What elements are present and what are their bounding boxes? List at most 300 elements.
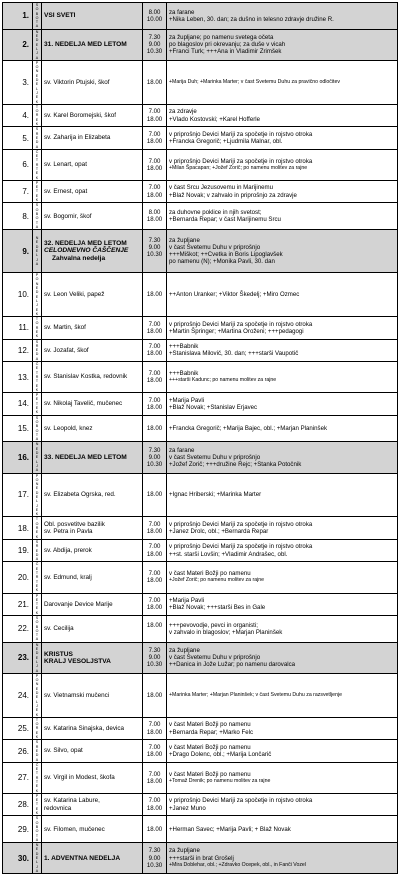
intention-line: +++Babnik [169,369,199,377]
day-row [3,29,398,60]
day-row [3,393,398,415]
weekday-letters: S R E D A [35,539,39,562]
feast-line: sv. Abdija, prerok [44,547,92,555]
mass-time: 7.00 [148,520,161,528]
weekday-letters: S O B O T A [35,616,39,642]
mass-times [143,149,167,180]
intention-line: ++Anton Uranker; +Viktor Škedelj; +Miro Ozmec [169,290,300,298]
mass-times [143,793,167,815]
weekday-label [33,793,42,815]
feast-line: redovnica [44,804,72,812]
mass-times [143,562,167,593]
intention-line: za farane [169,8,195,16]
feast-line: sv. Ernest, opat [44,187,88,195]
feast-line: sv. Silvo, opat [44,747,83,755]
intention-line: za župljane; po namenu svetega očeta [169,33,274,41]
weekday-letters: S R E D A [35,339,39,361]
mass-time: 18.00 [146,191,163,199]
day-number: 28. [3,793,33,815]
day-row [3,339,398,361]
day-number: 21. [3,593,33,615]
feast-line: sv. Leopold, knez [44,424,93,432]
mass-times [143,393,167,415]
mass-time: 7.00 [148,721,161,729]
day-row [3,60,398,104]
day-number: 1. [3,3,33,30]
mass-times [143,762,167,793]
mass-times [143,616,167,643]
feast-line: sv. Filomen, mučenec [44,825,105,833]
intention-line: +Nika Leben, 30. dan; za dušno in telesno zdravje družine R. [169,15,334,23]
mass-times [143,415,167,442]
intention-line: +Francka Gregorič; +Marija Bajec, obl.; +Marjan Planinšek [169,424,328,432]
day-row [3,673,398,717]
weekday-label [33,673,42,717]
mass-time: 18.00 [146,550,163,558]
feast-line: 33. NEDELJA MED LETOM [44,453,127,461]
weekday-letters: S O B O T A [35,3,39,29]
intention-line: po blagoslov pri okrevanju; za duše v vicah [169,41,286,49]
schedule-body [3,3,398,874]
weekday-label [33,317,42,339]
intention-line: +Ignac Hriberski; +Marinka Marter [169,491,262,499]
feast-name [42,317,143,339]
weekday-label [33,616,42,643]
feast-line: sv. Martin, škof [44,324,86,332]
intention-line: v čast Svetemu Duhu v priprošnjo [169,243,261,251]
mass-intentions [167,104,398,126]
feast-line: 1. ADVENTNA NEDELJA [44,854,121,862]
weekday-label [33,593,42,615]
mass-time: 7.30 [148,33,161,41]
mass-time: 18.00 [146,403,163,411]
mass-time: 10.00 [146,15,163,23]
mass-time: 10.30 [146,48,163,56]
feast-name [42,127,143,149]
weekday-label [33,29,42,60]
feast-name [42,104,143,126]
mass-time: 18.00 [146,115,163,123]
mass-intentions [167,517,398,539]
mass-intentions [167,415,398,442]
intention-line: v čast Svetemu Duhu v priprošnjo [169,453,261,461]
feast-name [42,203,143,230]
feast-line: sv. Viktorin Ptujski, škof [44,78,110,86]
weekday-letters: P O N E D E L J E K [35,673,39,717]
weekday-letters: P O N E D E L J E K [35,60,39,104]
intention-line: +Janez Muno [169,804,206,812]
intention-line: za zdravje [169,108,197,116]
weekday-label [33,415,42,442]
mass-intentions [167,793,398,815]
intention-line: v čast Svetemu Duhu v priprošnjo [169,654,261,662]
mass-time: 8.00 [148,8,161,16]
day-number: 8. [3,203,33,230]
mass-time: 9.00 [148,243,161,251]
feast-line: sv. Elizabeta Ogrska, red. [44,491,116,499]
feast-line: sv. Nikolaj Tavelič, mučenec [44,400,123,408]
weekday-label [33,642,42,673]
feast-name [42,339,143,361]
day-number: 13. [3,362,33,393]
day-number: 19. [3,539,33,561]
mass-time: 18.00 [146,138,163,146]
intention-line: +Tomaž Drenik; po namenu molitev za rajne [169,777,271,784]
intention-line: v čast Materi Božji po namenu [169,743,251,751]
weekday-letters: N E D E L J A [35,642,39,673]
mass-times [143,203,167,230]
mass-times [143,473,167,517]
day-number: 5. [3,127,33,149]
feast-name [42,473,143,517]
feast-line: sv. Petra in Pavla [44,528,93,536]
mass-time: 7.00 [148,369,161,377]
weekday-label [33,442,42,473]
day-row [3,762,398,793]
mass-time: 7.00 [148,396,161,404]
feast-line: sv. Karel Boromejski, škof [44,111,116,119]
intention-line: +Blaž Novak; +Stanislav Erjavec [169,403,258,411]
day-row [3,362,398,393]
intention-line: +++pevovodje, pevci in organisti; [169,621,258,629]
mass-time: 18.00 [146,777,163,785]
day-number: 23. [3,642,33,673]
mass-times [143,127,167,149]
weekday-label [33,60,42,104]
weekday-label [33,740,42,762]
feast-line: sv. Virgil in Modest, škofa [44,774,115,782]
intention-line: +++starši in brat Grošelj [169,854,234,862]
mass-time: 7.00 [148,184,161,192]
mass-times [143,60,167,104]
day-row [3,317,398,339]
feast-line: sv. Stanislav Kostka, redovnik [44,373,128,381]
day-number: 30. [3,843,33,874]
feast-name [42,616,143,643]
day-row [3,539,398,561]
feast-line: sv. Bogomir, škof [44,212,92,220]
intention-line: v čast Materi Božji po namenu [169,570,251,578]
feast-line: Darovanje Device Marije [44,600,113,608]
feast-line: sv. Katarina Labure, [44,797,100,805]
intention-line: +Herman Savec; +Marija Pavli; + Blaž Novak [169,825,291,833]
day-row [3,104,398,126]
mass-time: 7.30 [148,847,161,855]
mass-time: 10.30 [146,461,163,469]
day-row [3,273,398,317]
mass-intentions [167,273,398,317]
mass-times [143,816,167,843]
mass-time: 18.00 [146,350,163,358]
mass-intentions [167,717,398,739]
day-row [3,180,398,202]
mass-time: 7.00 [148,743,161,751]
mass-time: 9.00 [148,453,161,461]
intention-line: v priprošnjo Devici Mariji za spočetje in rojstvo otroka [169,130,313,138]
mass-time: 18.00 [146,78,163,86]
day-row [3,149,398,180]
intention-line: +Vlado Kostovski; +Karel Hofferle [169,115,261,123]
day-number: 12. [3,339,33,361]
feast-line: KRISTUS [44,650,73,658]
mass-time: 18.00 [146,577,163,585]
day-number: 6. [3,149,33,180]
mass-time: 18.00 [146,377,163,385]
day-number: 24. [3,673,33,717]
feast-line: sv. Cecilija [44,625,74,633]
mass-time: 7.00 [148,157,161,165]
mass-intentions [167,740,398,762]
mass-time [143,629,166,636]
mass-times [143,539,167,561]
weekday-label [33,273,42,317]
mass-intentions [167,393,398,415]
intention-line: +++starši Kadunc; po namenu molitev za rajne [169,377,277,384]
intention-line: ++st. starši Lovšin; +Vladimir Andrašec, obl. [169,550,288,558]
mass-intentions [167,339,398,361]
mass-time: 18.00 [146,604,163,612]
weekday-letters: P E T E K [35,180,39,203]
mass-times [143,717,167,739]
intention-line: +Janez Drolc, obl.; +Bernarda Repar [169,528,269,536]
feast-name [42,642,143,673]
day-row [3,415,398,442]
mass-time: 18.00 [146,825,163,833]
day-number: 4. [3,104,33,126]
day-row [3,230,398,273]
mass-time: 7.00 [148,770,161,778]
weekday-letters: N E D E L J A [35,843,39,873]
mass-time: 7.30 [148,646,161,654]
weekday-label [33,149,42,180]
mass-intentions [167,593,398,615]
mass-time: 18.00 [146,804,163,812]
weekday-letters: P O N E D E L J E K [35,273,39,316]
intention-line: v zahvalo in blagoslov; +Marjan Planinšek [169,628,283,636]
mass-times [143,673,167,717]
mass-intentions [167,180,398,202]
mass-times [143,362,167,393]
day-number: 25. [3,717,33,739]
mass-times [143,642,167,673]
day-row [3,517,398,539]
day-row [3,793,398,815]
weekday-label [33,3,42,30]
intention-line: v priprošnjo Devici Mariji za spočetje in rojstvo otroka [169,520,313,528]
feast-line: sv. Jozafat, škof [44,346,89,354]
mass-intentions [167,3,398,30]
weekday-letters: N E D E L J A [35,236,39,266]
feast-name [42,362,143,393]
feast-line: VSI SVETI [44,12,76,20]
day-row [3,127,398,149]
day-row [3,816,398,843]
weekday-letters: S R E D A [35,127,39,149]
intention-line: +Blaž Novak; +++starši Bes in Gale [169,604,266,612]
intention-line: po namenu (N); +Monika Pavli, 30. dan [169,258,275,266]
weekday-letters: P E T E K [35,793,39,816]
weekday-letters: Č E T R T E K [35,762,39,793]
mass-time: 7.30 [148,446,161,454]
intention-line: v čast Srcu Jezusovemu in Marijinemu [169,184,273,192]
feast-name [42,539,143,561]
weekday-letters: T O R E K [35,317,39,339]
day-row [3,3,398,30]
mass-times [143,273,167,317]
feast-line: sv. Lenart, opat [44,161,87,169]
day-number: 15. [3,415,33,442]
day-row [3,473,398,517]
mass-time: 18.00 [146,751,163,759]
feast-name [42,3,143,30]
mass-time: 7.00 [148,343,161,351]
weekday-letters: N E D E L J A [35,442,39,473]
feast-subtitle: CELODNEVNO ČAŠČENJE [44,247,129,255]
day-number: 9. [3,230,33,273]
feast-name [42,762,143,793]
day-row [3,740,398,762]
weekday-letters: Č E T R T E K [35,149,39,180]
weekday-label [33,339,42,361]
weekday-label [33,762,42,793]
mass-times [143,593,167,615]
mass-time: 7.00 [148,596,161,604]
mass-time: 7.00 [148,570,161,578]
day-number: 18. [3,517,33,539]
mass-intentions [167,362,398,393]
intention-line: v čast Materi Božji po namenu [169,721,251,729]
day-number: 10. [3,273,33,317]
mass-time: 7.00 [148,797,161,805]
weekday-label [33,127,42,149]
intention-line: +Jožef Zorič; po namenu molitev za rajne [169,577,265,584]
mass-intentions [167,616,398,643]
day-number: 26. [3,740,33,762]
mass-intentions [167,816,398,843]
weekday-letters: P E T E K [35,593,39,615]
day-number: 29. [3,816,33,843]
feast-line: sv. Vietnamski mučenci [44,691,110,699]
mass-times [143,517,167,539]
weekday-letters: T O R E K [35,104,39,127]
mass-intentions [167,562,398,593]
weekday-label [33,393,42,415]
weekday-letters: S O B O T A [35,415,39,442]
mass-intentions [167,473,398,517]
intention-line: +Bernarda Repar; v čast Marijinemu Srcu [169,216,281,224]
mass-intentions [167,673,398,717]
weekday-label [33,104,42,126]
feast-name [42,843,143,874]
feast-name [42,593,143,615]
mass-time: 7.00 [148,130,161,138]
mass-time: 18.00 [146,216,163,224]
intention-line: +Milan Špacapan; +Jožef Zorič; po namenu molitev za rajne [169,164,308,171]
feast-note: Zahvalna nedelja [52,254,106,262]
mass-intentions [167,843,398,874]
mass-times [143,3,167,30]
day-row [3,593,398,615]
feast-name [42,60,143,104]
feast-name [42,793,143,815]
day-number: 3. [3,60,33,104]
feast-name [42,740,143,762]
feast-name [42,562,143,593]
day-row [3,843,398,874]
mass-times [143,843,167,874]
day-number: 20. [3,562,33,593]
weekday-label [33,230,42,273]
feast-name [42,149,143,180]
mass-intentions [167,60,398,104]
intention-line: v čast Materi Božji po namenu [169,770,251,778]
feast-name [42,230,143,273]
mass-intentions [167,539,398,561]
weekday-label [33,203,42,230]
mass-time: 18.00 [146,621,163,629]
weekday-letters: T O R E K [35,517,39,539]
intention-line: za župljane [169,847,200,855]
intention-line: +Marija Pavli [169,596,205,604]
intention-line: +Drago Dolenc, obl.; +Marija Lončarič [169,751,272,759]
intention-line: +Jožef Zorič; +++družine Rejc; +Stanka Potočnik [169,461,302,469]
mass-time: 18.00 [146,327,163,335]
mass-time: 18.00 [146,691,163,699]
mass-time: 18.00 [146,728,163,736]
mass-intentions [167,762,398,793]
mass-time [143,258,166,265]
mass-time: 18.00 [146,164,163,172]
feast-line: sv. Edmund, kralj [44,573,92,581]
feast-line: sv. Leon Veliki, papež [44,290,105,298]
intention-line: +Marija Duh; +Marinka Marter; v čast Svetemu Duhu za pravično odločitev [169,78,340,85]
weekday-letters: N E D E L J A [35,29,39,60]
weekday-label [33,816,42,843]
mass-schedule-table [2,2,398,874]
weekday-letters: Č E T R T E K [35,362,39,392]
mass-intentions [167,317,398,339]
intention-line: v priprošnjo Devici Mariji za spočetje in rojstvo otroka [169,157,313,165]
intention-line: za duhovne poklice in njih svetost; [169,208,262,216]
weekday-label [33,562,42,593]
mass-times [143,230,167,273]
day-number: 27. [3,762,33,793]
mass-intentions [167,642,398,673]
day-number: 17. [3,473,33,517]
mass-time: 7.30 [148,236,161,244]
mass-time: 18.00 [146,528,163,536]
day-row [3,203,398,230]
intention-line: ++Danica in Jože Lužar; po namenu darovalca [169,661,296,669]
intention-line: za župljane [169,236,200,244]
mass-time: 7.00 [148,320,161,328]
intention-line: +Martin Špringer; +Martina Oroženi; +++pedagogi [169,327,304,335]
day-row [3,616,398,643]
day-number: 16. [3,442,33,473]
weekday-letters: S O B O T A [35,816,39,842]
intention-line: +Marija Pavli [169,396,205,404]
mass-time: 7.00 [148,543,161,551]
weekday-label [33,539,42,561]
weekday-letters: S R E D A [35,740,39,762]
feast-name [42,180,143,202]
intention-line: +Blaž Novak; v zahvalo in priprošnjo za zdravje [169,191,297,199]
weekday-letters: P E T E K [35,393,39,415]
feast-name [42,673,143,717]
day-row [3,562,398,593]
mass-times [143,29,167,60]
feast-name [42,717,143,739]
